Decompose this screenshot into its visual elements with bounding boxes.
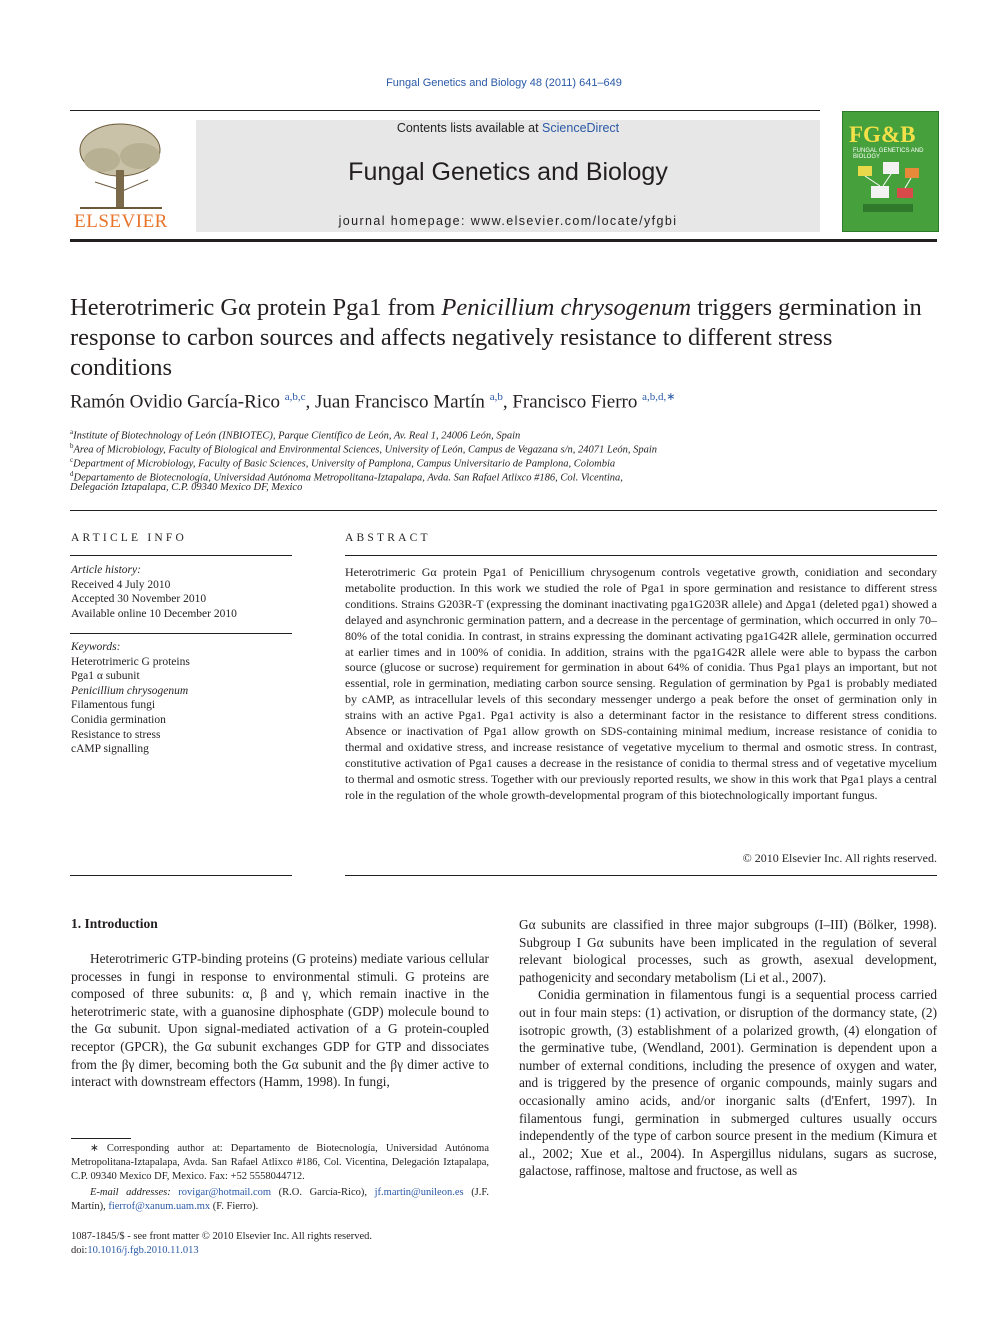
history-label: Article history: xyxy=(71,564,141,576)
journal-cover-image xyxy=(842,111,939,232)
email-link[interactable]: rovigar@hotmail.com xyxy=(178,1187,272,1198)
keywords-rule xyxy=(70,633,292,634)
article-info-rule xyxy=(70,555,292,556)
paragraph: Conidia germination in filamentous fungi is a sequential process carried out in four main steps: (1) activation, or disruption of the dormancy state, (2) isotropic growth, (3) establishment of a polarized growth, (4) elongation of the germinative tube, (Wendland, 2001). Germination is dependent upon a number of external conditions, including the presence of oxygen and water, and is triggered by the presence of organic compounds, mainly sugars and occasionally amino acids, and/or inorganic salts (d'Enfert, 1997). In filamentous fungi, germination in submerged cultures usually occurs independently of the type of carbon source present in the medium (Kimura et al., 2002; Xue et al., 2004). In Aspergillus nidulans, sugars as sucrose, galactose, raffinose, maltose and fructose, as well as xyxy=(519,987,937,1179)
copyright: © 2010 Elsevier Inc. All rights reserved. xyxy=(742,851,937,865)
author-affil-sup[interactable]: a,b xyxy=(489,391,503,403)
footnote-rule xyxy=(71,1138,131,1139)
history-online: Available online 10 December 2010 xyxy=(71,607,237,620)
email-footnote: E-mail addresses: rovigar@hotmail.com (R.O. García-Rico), jf.martin@unileon.es (J.F. Martín), fierrof@xanum.uam.mx (F. Fierro). xyxy=(71,1187,490,1212)
journal-homepage[interactable]: journal homepage: www.elsevier.com/locate/yfgbi xyxy=(338,214,678,228)
affiliation: Delegación Iztapalapa, C.P. 09340 Mexico DF, Mexico xyxy=(70,482,303,493)
body-right-column xyxy=(519,916,937,1180)
cover-title: FG&B xyxy=(849,122,916,147)
keyword: Penicillium chrysogenum xyxy=(71,684,189,697)
author-affil-sup[interactable]: a,b,c xyxy=(284,391,306,403)
author-name[interactable]: Juan Francisco Martín xyxy=(315,391,485,413)
article-history xyxy=(71,563,237,621)
sciencedirect-link[interactable]: ScienceDirect xyxy=(542,121,620,135)
abstract-text: Heterotrimeric Gα protein Pga1 of Penicillium chrysogenum controls vegetative growth, conidiation and secondary metabolite production. In this work we studied the role of Pga1 in spore germination and resistance to different stress conditions. Strains G203R-T (expressing the dominant inactivating pga1G203R allele) and Δpga1 (deleted pga1) showed a delayed and asynchronic germination pattern, and a decrease in the percentage of germination, which occurred in only 70–80% of the total conidia. In contrast, in strains expressing the dominant activating pga1G42R allele, germination occurred at earlier times and in 100% of conidia. In addition, strains with the pga1G42R allele were able to bypass the carbon source (glucose or sucrose) requirement for germination in about 64% of conidia. Thus Pga1 plays an important, but not essential, role in germination, mediating carbon source sensing. Regulation of germination by Pga1 is probably mediated by cAMP, as intracellular levels of this secondary messenger undergo a peak before the onset of germination only in strains with an active Pga1. Pga1 activity is also a determinant factor in the resistance to different stress conditions. Absence or inactivation of Pga1 allow growth on SDS-containing minimal medium, increase resistance of conidia to thermal and oxidative stress, and increase resistance of vegetative mycelium to thermal and osmotic stress. In contrast, constitutive activation of Pga1 causes a decrease in the resistance of conidia to thermal stress and of vegetative mycelium to thermal and osmotic stress. Together with our previously reported results, we show in this work that Pga1 plays a central role in the regulation of the whole growth-developmental program of this biotechnologically important fungus. xyxy=(345,565,937,802)
journal-citation[interactable]: Fungal Genetics and Biology 48 (2011) 641–649 xyxy=(386,77,622,89)
affiliation: $^c$Department of Microbiology, Faculty of Basic Sciences, University of Pamplona, Campus Universitario de Pamplona, Colombia xyxy=(70,456,616,470)
elsevier-wordmark: ELSEVIER xyxy=(74,211,168,232)
history-accepted: Accepted 30 November 2010 xyxy=(71,593,207,606)
author-name[interactable]: Ramón Ovidio García-Rico xyxy=(70,391,281,413)
section-heading-introduction: 1. Introduction xyxy=(71,916,158,931)
body-left-column: Heterotrimeric GTP-binding proteins (G proteins) mediate various cellular processes in fungi in response to environmental stimuli. G proteins are composed of three subunits: α, β and γ, which remain inactive in the heterotrimeric state, with a guanosine diphosphate (GDP) molecule bound to the Gα subunit. Upon signal-mediated activation of a G protein-coupled receptor (GPCR), the Gα subunit exchanges GDP for GTP and dissociates from the βγ dimer, becoming both the Gα subunit and the βγ dimer active to interact with downstream effectors (Hamm, 1998). In fungi, xyxy=(71,951,489,1090)
abstract-rule xyxy=(345,555,937,556)
doi-link[interactable]: 10.1016/j.fgb.2010.11.013 xyxy=(87,1245,199,1256)
header-top-rule xyxy=(70,110,820,111)
affiliation: $^d$Departamento de Biotecnología, Universidad Autónoma Metropolitana-Iztapalapa, Avda. San Rafael Atlixco #186, Col. Vicentina, xyxy=(70,470,623,484)
doi-line: doi:10.1016/j.fgb.2010.11.013 xyxy=(71,1245,199,1256)
issn-line: 1087-1845/$ - see front matter © 2010 Elsevier Inc. All rights reserved. xyxy=(71,1231,373,1242)
section-rule xyxy=(70,510,937,511)
keyword: Conidia germination xyxy=(71,713,166,726)
keyword: Heterotrimeric G proteins xyxy=(71,655,190,668)
keywords-label: Keywords: xyxy=(71,641,121,653)
article-title: Heterotrimeric Gα protein Pga1 from Penicillium chrysogenum triggers germination in response to carbon sources and affects negatively resistance to different stress conditions xyxy=(70,294,922,381)
keyword: Resistance to stress xyxy=(71,728,161,741)
affiliation: $^a$Institute of Biotechnology of León (INBIOTEC), Parque Científico de León, Av. Real 1, 24006 León, Spain xyxy=(70,428,521,442)
keyword: Pga1 α subunit xyxy=(71,670,140,683)
keywords xyxy=(71,640,190,757)
email-link[interactable]: jf.martin@unileon.es xyxy=(374,1187,464,1198)
keyword: cAMP signalling xyxy=(71,743,149,756)
abstract-bottom-rule xyxy=(345,875,937,876)
keyword: Filamentous fungi xyxy=(71,699,156,712)
author-list: Ramón Ovidio García-Rico $^{a,b,c}$, Juan Francisco Martín $^{a,b}$, Francisco Fierro $^{a,b,d,∗}$ xyxy=(70,391,676,413)
corresponding-author-footnote: ∗ Corresponding author at: Departamento de Biotecnología, Universidad Autónoma Metropolitana-Iztapalapa, Avda. San Rafael Atlixco #186, Col. Vicentina, Delegación Iztapalapa, C.P. 09340 Mexico DF, Mexico. Fax: +52 5558044712. xyxy=(71,1143,489,1182)
affiliation: $^b$Area of Microbiology, Faculty of Biological and Environmental Sciences, University of León, Campus de Vegazana s/n, 24071 León, Spain xyxy=(70,442,658,456)
elsevier-tree-logo xyxy=(70,120,172,210)
author-name[interactable]: Francisco Fierro xyxy=(512,391,638,413)
paragraph: Gα subunits are classified in three major subgroups (I–III) (Bölker, 1998). Subgroup I Gα subunits have been implicated in the regulation of several relevant biological processes, such as growth, asexual development, pathogenicity and secondary metabolism (Li et al., 2007). xyxy=(519,917,937,985)
header-bottom-rule xyxy=(70,239,937,242)
journal-title: Fungal Genetics and Biology xyxy=(348,158,668,186)
history-received: Received 4 July 2010 xyxy=(71,578,171,591)
abstract-heading: ABSTRACT xyxy=(345,532,431,544)
cover-subtitle: FUNGAL GENETICS AND BIOLOGY xyxy=(853,148,924,160)
author-affil-sup[interactable]: a,b,d,∗ xyxy=(642,391,676,403)
contents-line: Contents lists available at ScienceDirect xyxy=(396,121,620,135)
email-link[interactable]: fierrof@xanum.uam.mx xyxy=(108,1201,211,1212)
article-info-heading: ARTICLE INFO xyxy=(71,532,187,544)
article-info-bottom-rule xyxy=(70,875,292,876)
